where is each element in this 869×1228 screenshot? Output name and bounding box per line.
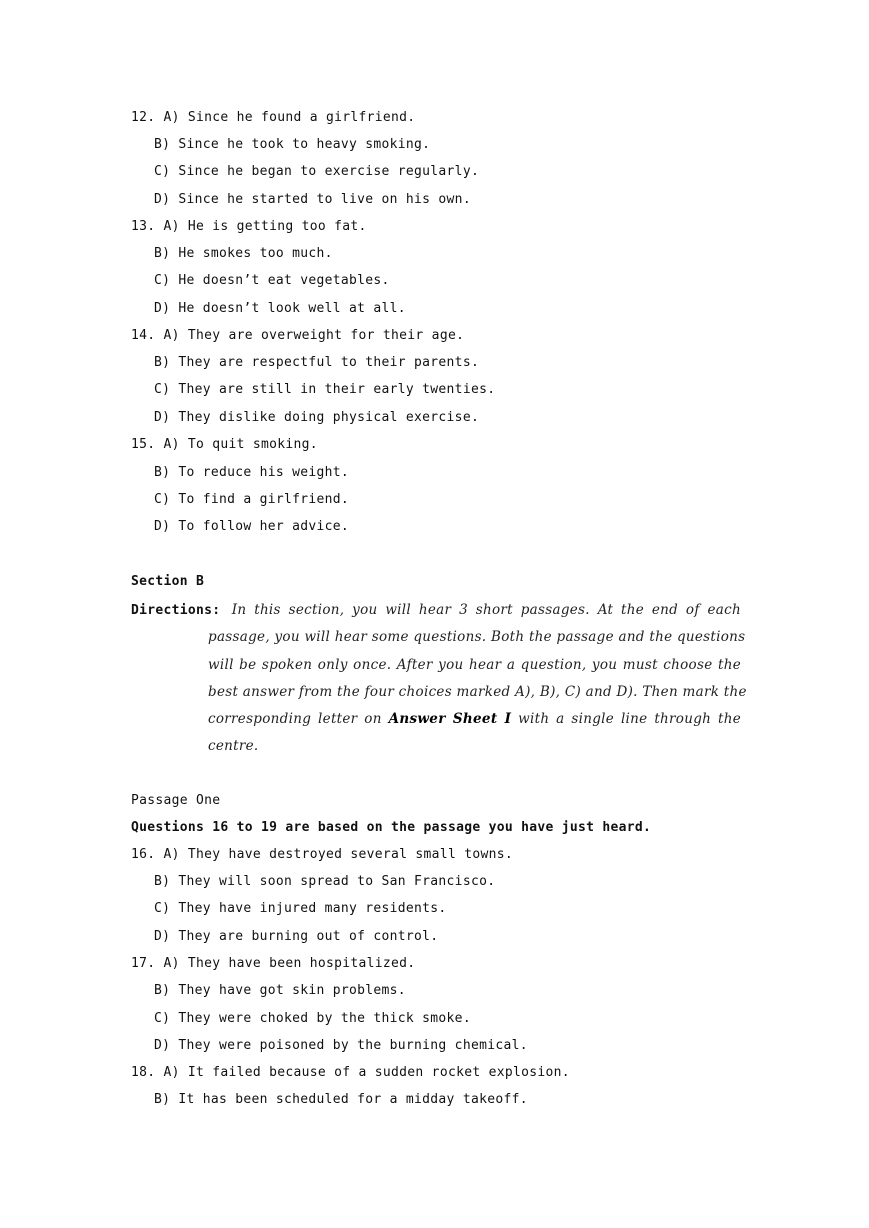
q14-option-d: D) They dislike doing physical exercise. [154,410,480,425]
q15-option-b: B) To reduce his weight. [154,465,350,480]
directions-line-1 [131,600,741,627]
directions-line-6: centre. [208,738,259,755]
q16-option-d: D) They are burning out of control. [154,929,439,944]
q12-option-c: C) Since he began to exercise regularly. [154,164,480,179]
q13-option-a: 13. A) He is getting too fat. [131,219,367,234]
section-b-heading: Section B [131,574,205,589]
q16-option-b: B) They will soon spread to San Francisco. [154,874,496,889]
q14-option-b: B) They are respectful to their parents. [154,355,480,370]
answer-sheet-reference: Answer Sheet I [388,711,512,728]
directions-label: Directions: [131,603,221,618]
passage-one-instruction: Questions 16 to 19 are based on the passage you have just heard. [131,820,652,835]
q12-option-a: 12. A) Since he found a girlfriend. [131,110,416,125]
q12-option-d: D) Since he started to live on his own. [154,192,471,207]
q14-option-a: 14. A) They are overweight for their age. [131,328,465,343]
q17-option-a: 17. A) They have been hospitalized. [131,956,416,971]
q13-option-b: B) He smokes too much. [154,246,333,261]
q15-option-a: 15. A) To quit smoking. [131,437,318,452]
directions-text-5-pre: corresponding letter on [208,711,382,728]
q13-option-d: D) He doesn’t look well at all. [154,301,406,316]
q16-option-c: C) They have injured many residents. [154,901,447,916]
directions-text-1: In this section, you will hear 3 short passages. At the end of each [231,602,741,618]
q15-option-d: D) To follow her advice. [154,519,350,534]
directions-line-5 [131,709,741,736]
q15-option-c: C) To find a girlfriend. [154,492,350,507]
q17-option-b: B) They have got skin problems. [154,983,406,998]
q18-option-b: B) It has been scheduled for a midday takeoff. [154,1092,528,1107]
q18-option-a: 18. A) It failed because of a sudden rocket explosion. [131,1065,570,1080]
directions-block [131,600,747,764]
q17-option-c: C) They were choked by the thick smoke. [154,1011,471,1026]
q16-option-a: 16. A) They have destroyed several small towns. [131,847,513,862]
q14-option-c: C) They are still in their early twenties. [154,382,496,397]
directions-line-2: passage, you will hear some questions. Both the passage and the questions [208,629,746,646]
q12-option-b: B) Since he took to heavy smoking. [154,137,431,152]
directions-line-3: will be spoken only once. After you hear a question, you must choose the [208,656,741,673]
q13-option-c: C) He doesn’t eat vegetables. [154,273,390,288]
directions-line-4: best answer from the four choices marked A), B), C) and D). Then mark the [208,683,747,700]
q17-option-d: D) They were poisoned by the burning chemical. [154,1038,528,1053]
directions-text-5-post: with a single line through the [518,711,742,728]
passage-one-heading: Passage One [131,793,221,808]
